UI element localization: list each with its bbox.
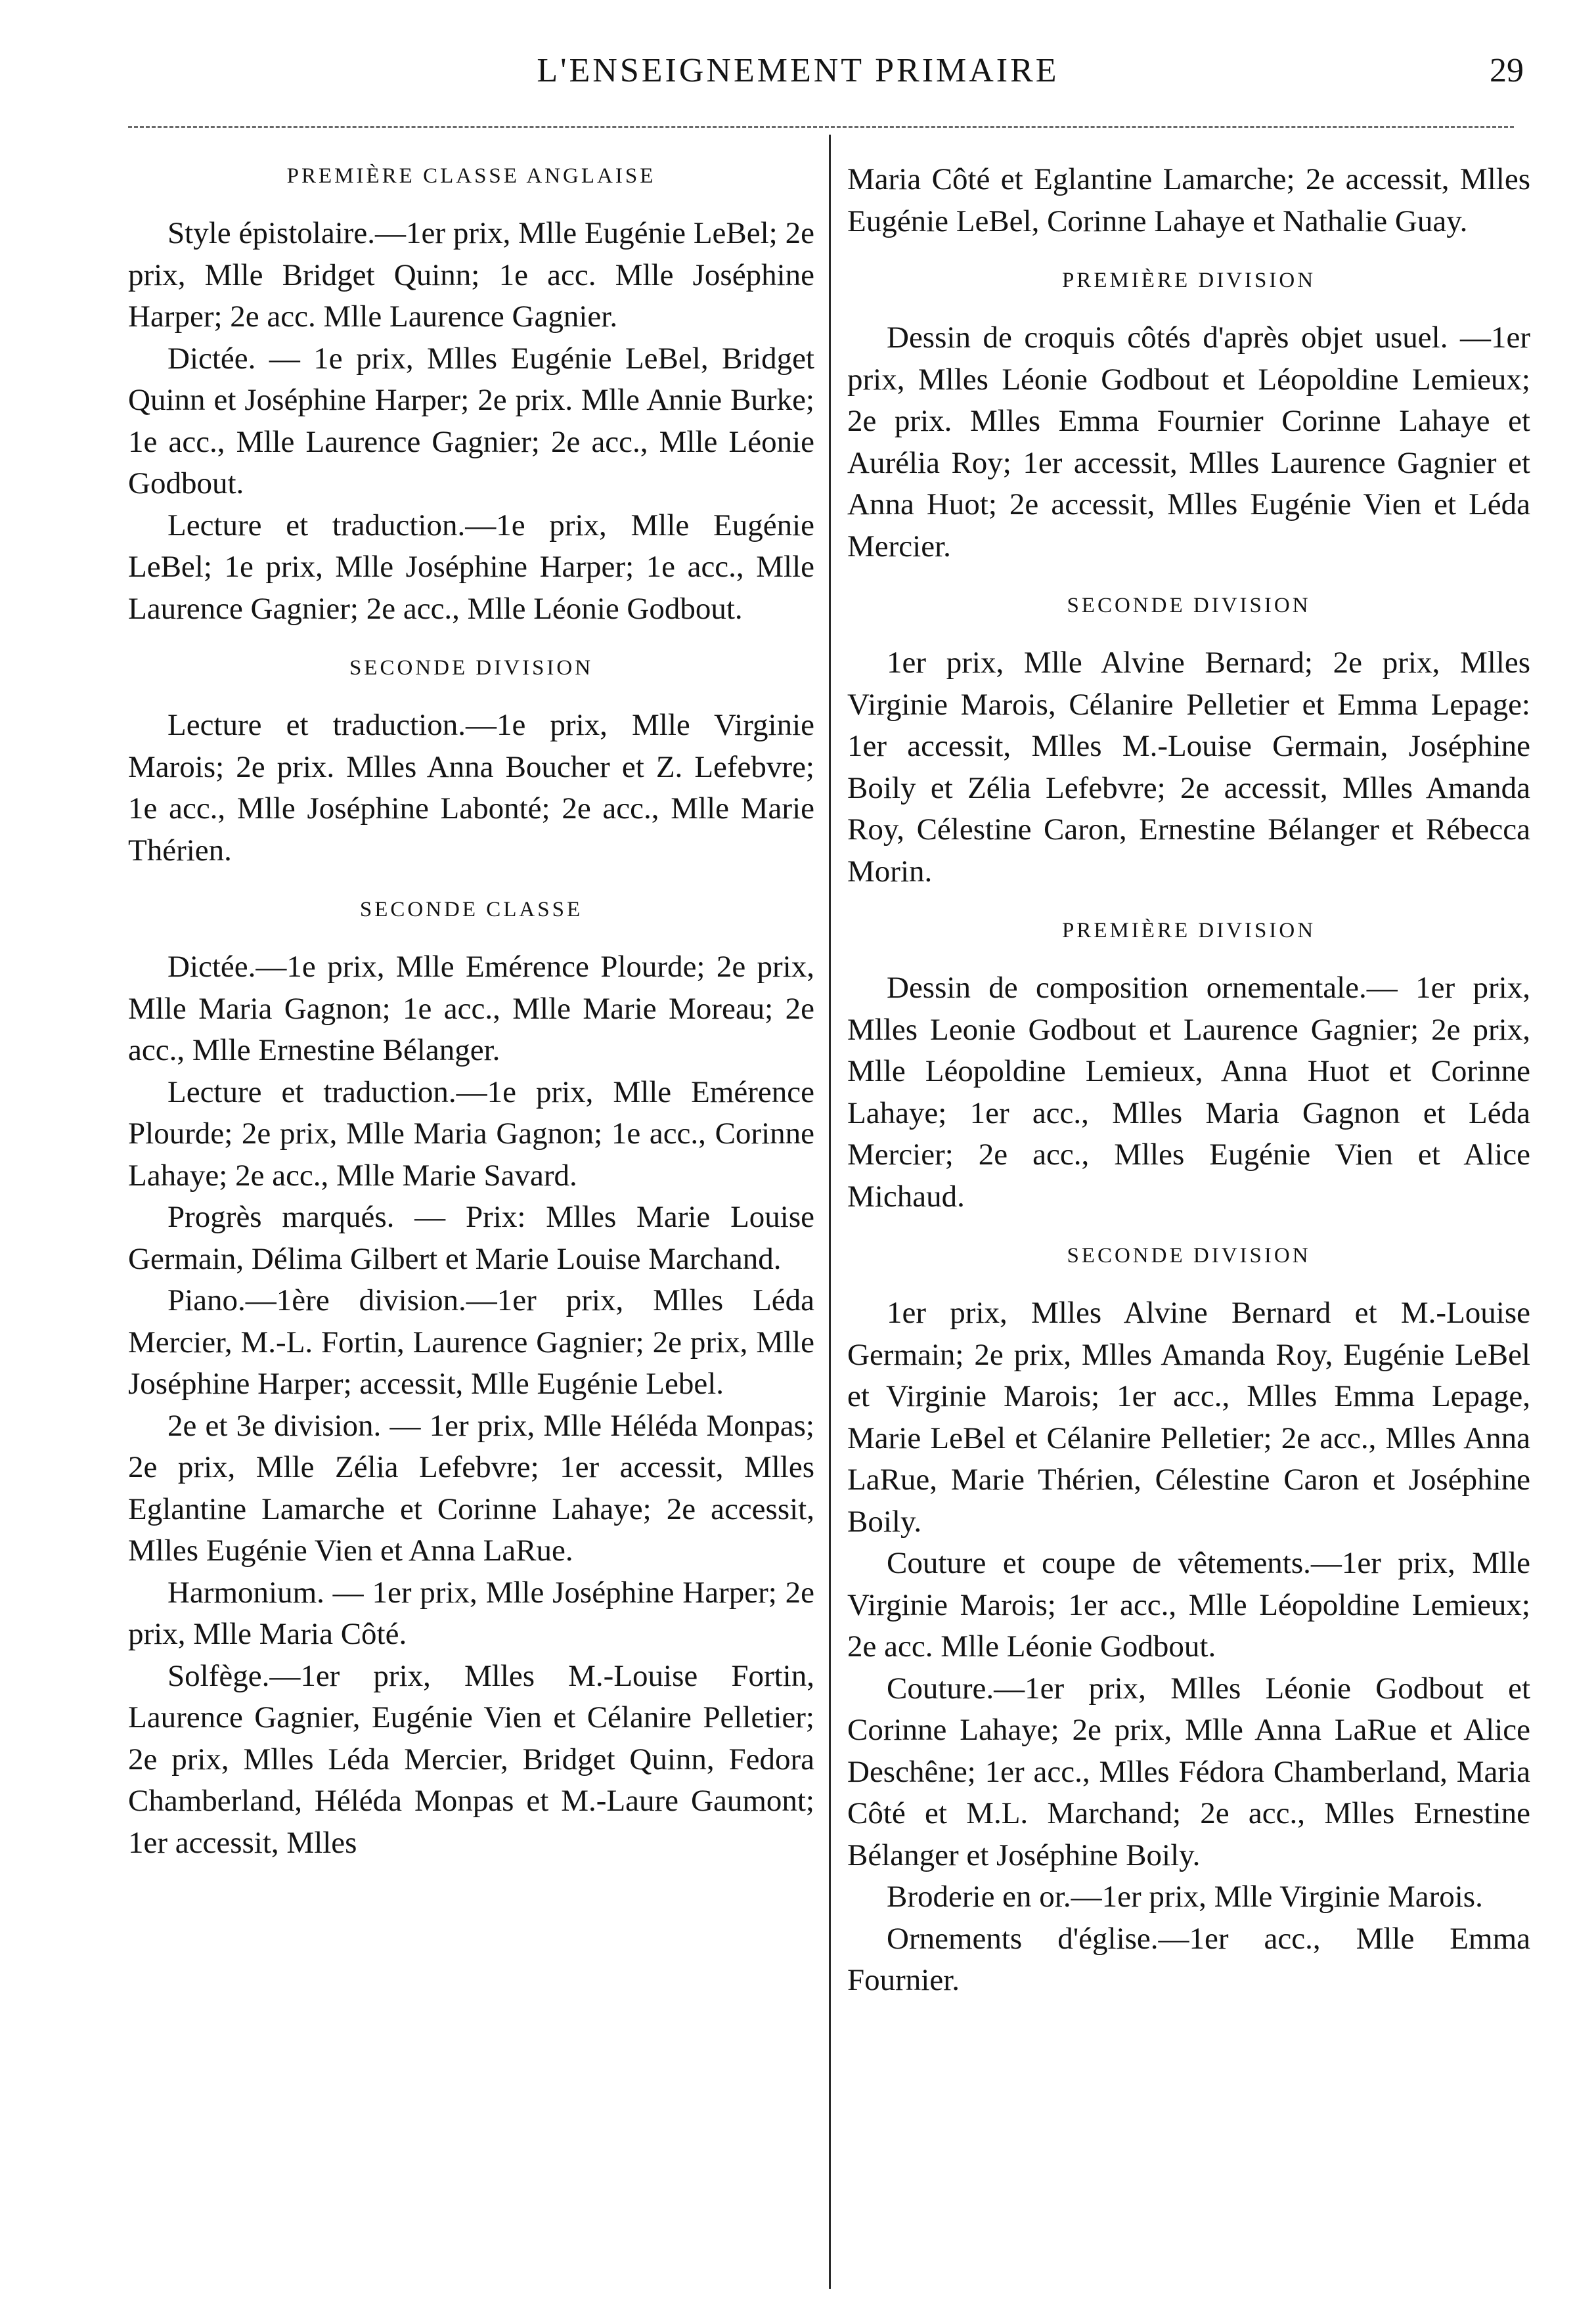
paragraph: Dessin de croquis côtés d'après objet usuel. —1er prix, Mlles Léonie Godbout et Léopoldine Lemieux; 2e prix. Mlles Emma Fournier Corinne Lahaye et Aurélia Roy; 1er accessit, Mlles Laurence Gagnier et Anna Huot; 2e accessit, Mlles Eugénie Vien et Léda Mercier.: [847, 320, 1530, 563]
section-heading: SECONDE CLASSE: [359, 898, 583, 921]
page-number: 29: [1490, 52, 1524, 89]
paragraph: 1er prix, Mlle Alvine Bernard; 2e prix, Mlles Virginie Marois, Célanire Pelletier et Emma Lepage: 1er accessit, Mlles M.-Louise Germain, Joséphine Boily et Zélia Lefebvre; 2e accessit, Mlles Amanda Roy, Célestine Caron, Ernestine Bélanger et Rébecca Morin.: [847, 646, 1530, 889]
header-rule: [128, 126, 1514, 128]
paragraph: Solfège.—1er prix, Mlles M.-Louise Fortin, Laurence Gagnier, Eugénie Vien et Célanire Pelletier; 2e prix, Mlles Léda Mercier, Bridget Quinn, Fedora Chamberland, Héléda Monpas et M.-Laure Gaumont; 1er accessit, Mlles: [128, 1658, 814, 1860]
left-column: [128, 159, 814, 2293]
paragraph: Couture et coupe de vêtements.—1er prix, Mlle Virginie Marois; 1er acc., Mlle Léopoldine Lemieux; 2e acc. Mlle Léonie Godbout.: [847, 1546, 1530, 1664]
paragraph: Lecture et traduction.—1e prix, Mlle Emérence Plourde; 2e prix, Mlle Maria Gagnon; 1e acc., Corinne Lahaye; 2e acc., Mlle Marie Savard.: [128, 1074, 814, 1193]
right-column: [847, 159, 1530, 2293]
paragraph: Progrès marqués. — Prix: Mlles Marie Louise Germain, Délima Gilbert et Marie Louise Marchand.: [128, 1200, 814, 1276]
paragraph: Ornements d'église.—1er acc., Mlle Emma Fournier.: [847, 1921, 1530, 1997]
column-divider: [829, 135, 831, 2289]
paragraph: Harmonium. — 1er prix, Mlle Joséphine Harper; 2e prix, Mlle Maria Côté.: [128, 1575, 814, 1651]
paragraph: Piano.—1ère division.—1er prix, Mlles Léda Mercier, M.-L. Fortin, Laurence Gagnier; 2e prix, Mlle Joséphine Harper; accessit, Mlle Eugénie Lebel.: [128, 1283, 814, 1401]
section-heading: PREMIÈRE DIVISION: [1061, 919, 1316, 942]
section-heading: SECONDE DIVISION: [1067, 594, 1311, 617]
paragraph: Broderie en or.—1er prix, Mlle Virginie Marois.: [887, 1880, 1483, 1914]
paragraph: Dessin de composition ornementale.— 1er prix, Mlles Leonie Godbout et Laurence Gagnier; 2e prix, Mlle Léopoldine Lemieux, Anna Huot et Corinne Lahaye; 1er acc., Mlles Maria Gagnon et Léda Mercier; 2e acc., Mlles Eugénie Vien et Alice Michaud.: [847, 971, 1530, 1214]
section-heading: SECONDE DIVISION: [1067, 1244, 1311, 1268]
paragraph: Dictée.—1e prix, Mlle Emérence Plourde; 2e prix, Mlle Maria Gagnon; 1e acc., Mlle Marie Moreau; 2e acc., Mlle Ernestine Bélanger.: [128, 950, 814, 1067]
page-header: [0, 51, 1596, 110]
section-heading: PREMIÈRE DIVISION: [1061, 269, 1316, 292]
paragraph: 2e et 3e division. — 1er prix, Mlle Héléda Monpas; 2e prix, Mlle Zélia Lefebvre; 1er accessit, Mlles Eglantine Lamarche et Corinne Lahaye; 2e accessit, Mlles Eugénie Vien et Anna LaRue.: [128, 1408, 814, 1568]
paragraph: Style épistolaire.—1er prix, Mlle Eugénie LeBel; 2e prix, Mlle Bridget Quinn; 1e acc. Mlle Joséphine Harper; 2e acc. Mlle Laurence Gagnier.: [128, 216, 814, 334]
section-heading: SECONDE DIVISION: [349, 656, 594, 680]
paragraph: Lecture et traduction.—1e prix, Mlle Eugénie LeBel; 1e prix, Mlle Joséphine Harper; 1e acc., Mlle Laurence Gagnier; 2e acc., Mlle Léonie Godbout.: [128, 508, 814, 626]
paragraph: Dictée. — 1e prix, Mlles Eugénie LeBel, Bridget Quinn et Joséphine Harper; 2e prix. Mlle Annie Burke; 1e acc., Mlle Laurence Gagnier; 2e acc., Mlle Léonie Godbout.: [128, 341, 814, 500]
paragraph-continued: Maria Côté et Eglantine Lamarche; 2e accessit, Mlles Eugénie LeBel, Corinne Lahaye et Nathalie Guay.: [847, 162, 1530, 238]
paragraph: Couture.—1er prix, Mlles Léonie Godbout et Corinne Lahaye; 2e prix, Mlle Anna LaRue et Alice Deschêne; 1er acc., Mlles Fédora Chamberland, Maria Côté et M.L. Marchand; 2e acc., Mlles Ernestine Bélanger et Joséphine Boily.: [847, 1671, 1530, 1872]
paragraph: 1er prix, Mlles Alvine Bernard et M.-Louise Germain; 2e prix, Mlles Amanda Roy, Eugénie LeBel et Virginie Marois; 1er acc., Mlles Emma Lepage, Marie LeBel et Célanire Pelletier; 2e acc., Mlles Anna LaRue, Marie Thérien, Célestine Caron et Joséphine Boily.: [847, 1296, 1530, 1539]
section-heading: PREMIÈRE CLASSE ANGLAISE: [286, 164, 656, 188]
paragraph: Lecture et traduction.—1e prix, Mlle Virginie Marois; 2e prix. Mlles Anna Boucher et Z. Lefebvre; 1e acc., Mlle Joséphine Labonté; 2e acc., Mlle Marie Thérien.: [128, 708, 814, 868]
running-title: L'ENSEIGNEMENT PRIMAIRE: [537, 52, 1059, 89]
